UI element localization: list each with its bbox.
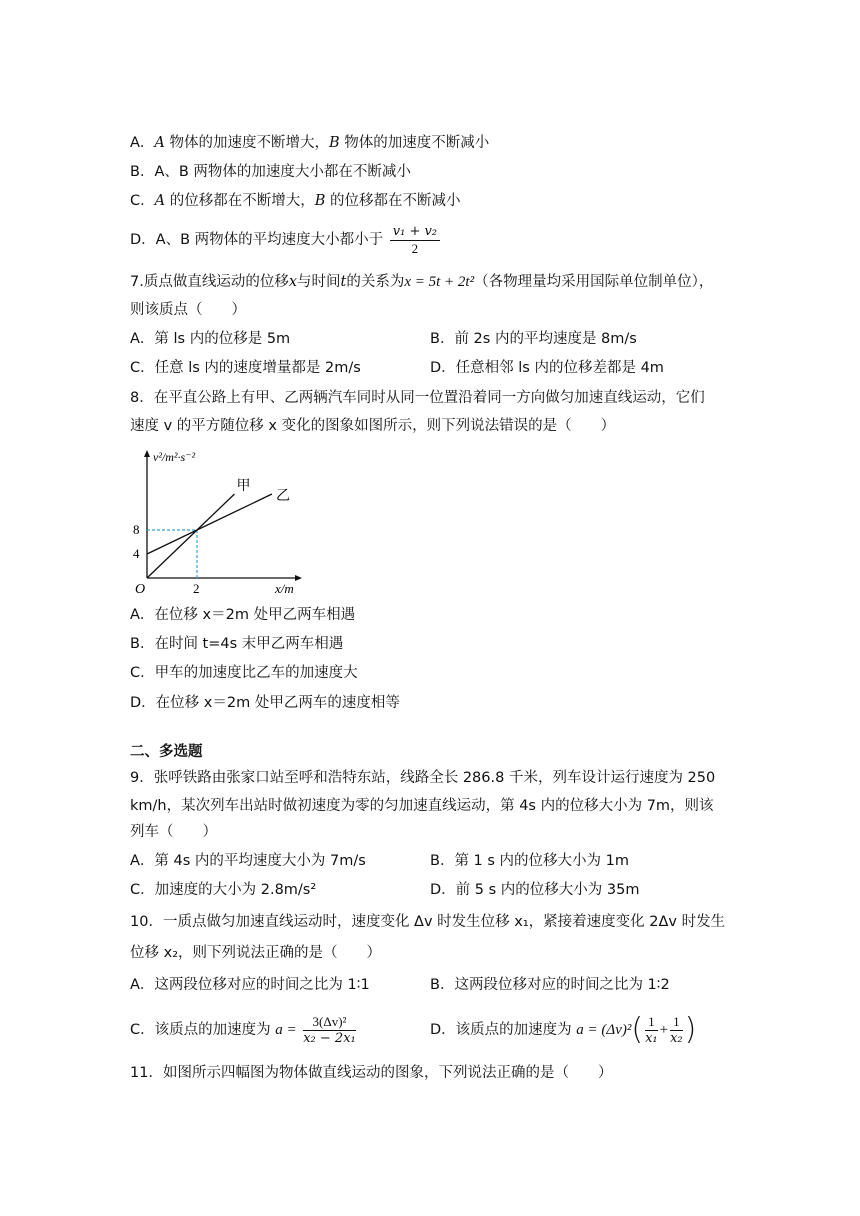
q10-option-c-fraction [303, 1014, 356, 1047]
q7-stem-part4: （各物理量均采用国际单位制单位）， [474, 274, 714, 290]
q9-stem-line3: 列车（ ） [130, 824, 217, 840]
x-axis-arrow [295, 575, 302, 581]
origin-label: O [135, 582, 146, 595]
q10-option-d-left-paren: ( [631, 1012, 644, 1047]
q7-stem-part3: 的关系为 [346, 274, 405, 290]
q10-option-d-right-paren: ) [684, 1012, 697, 1047]
q6-option-c-text1: 的位移都在不断增大， [165, 193, 315, 209]
q10-option-d-text: D．该质点的加速度为 [430, 1022, 572, 1038]
q6-option-c-var-a: A [154, 193, 166, 209]
section-title-multiple-choice: 二、多选题 [130, 744, 203, 760]
q8-chart [125, 445, 310, 595]
q6-option-a-prefix: A． [130, 135, 155, 151]
q7-option-d: D．任意相邻 ls 内的位移差都是 4m [430, 360, 664, 376]
q6-option-d-text: D．A、B 两物体的平均速度大小都小于 [130, 232, 384, 248]
q8-option-c: C．甲车的加速度比乙车的加速度大 [130, 665, 358, 681]
q7-option-a: A．第 ls 内的位移是 5m [130, 331, 291, 347]
q10-option-d-fraction-2-num: 1 [670, 1014, 683, 1031]
q9-option-b: B．第 1 s 内的位移大小为 1m [430, 853, 630, 869]
q8-option-d: D．在位移 x＝2m 处甲乙两车的速度相等 [130, 695, 400, 711]
q6-option-c [130, 191, 460, 211]
q7-option-c: C．任意 ls 内的速度增量都是 2m/s [130, 360, 361, 376]
series-label-yi: 乙 [276, 489, 290, 504]
q7-stem-line2: 则该质点（ ） [130, 302, 246, 318]
q10-option-c-lhs: a = [275, 1022, 297, 1038]
q7-option-b: B．前 2s 内的平均速度是 8m/s [430, 331, 637, 347]
q10-option-d-fraction-1-den: x₁ [645, 1030, 658, 1046]
q9-option-a: A．第 4s 内的平均速度大小为 7m/s [130, 853, 366, 869]
q6-option-a-text2: 物体的加速度不断减小 [339, 135, 490, 151]
x-tick-label: 2 [193, 581, 200, 595]
x-axis-label: x/m [275, 581, 294, 595]
y-axis-label: v²/m²·s⁻² [153, 450, 196, 464]
q10-option-c-text: C．该质点的加速度为 [130, 1022, 271, 1038]
q6-option-a-var-a: A [154, 135, 165, 151]
q10-stem-line2: 位移 x₂，则下列说法正确的是（ ） [130, 945, 382, 961]
q10-option-b: B．这两段位移对应的时间之比为 1∶2 [430, 977, 670, 993]
q6-option-d-denominator: 2 [411, 240, 419, 256]
q7-stem [130, 272, 713, 292]
y-axis-arrow [144, 450, 150, 457]
q7-var-t: t [340, 274, 347, 290]
q7-var-x: x [288, 274, 298, 290]
series-label-jia: 甲 [236, 479, 251, 494]
q7-stem-part1: 7.质点做直线运动的位移 [130, 274, 289, 290]
q6-option-a-var-b: B [329, 135, 340, 151]
q10-option-d-fraction-1-num: 1 [645, 1014, 658, 1031]
q6-option-a [130, 133, 489, 153]
q8-stem-line1: 8．在平直公路上有甲、乙两辆汽车同时从同一位置沿着同一方向做匀加速直线运动，它们 [130, 390, 705, 406]
series-line-jia [147, 494, 235, 578]
q6-option-c-var-b: B [314, 193, 326, 209]
q6-option-b: B．A、B 两物体的加速度大小都在不断减小 [130, 164, 411, 180]
y-tick-label: 8 [133, 522, 140, 537]
q10-option-c [130, 1010, 358, 1050]
q10-option-c-numerator: 3(Δv)² [303, 1014, 356, 1031]
q6-option-c-text2: 的位移都在不断减小 [325, 193, 461, 209]
q10-option-d-fraction-1 [645, 1014, 658, 1047]
q6-option-c-prefix: C． [130, 193, 155, 209]
q10-option-d [430, 1010, 696, 1050]
q7-stem-part2: 与时间 [297, 274, 341, 290]
q8-stem-line2: 速度 v 的平方随位移 x 变化的图象如图所示，则下列说法错误的是（ ） [130, 418, 616, 434]
q8-option-b: B．在时间 t=4s 末甲乙两车相遇 [130, 636, 344, 652]
q6-option-d [130, 222, 442, 258]
q10-option-d-lhs: a = (Δv)² [576, 1022, 632, 1038]
q9-option-d: D．前 5 s 内的位移大小为 35m [430, 882, 640, 898]
q10-stem-line1: 10．一质点做匀加速直线运动时，速度变化 Δv 时发生位移 x₁，紧接着速度变化 2Δv 时发生 [130, 914, 726, 930]
q9-stem-line1: 9．张呼铁路由张家口站至呼和浩特东站，线路全长 286.8 千米，列车设计运行速度为 250 [130, 770, 716, 786]
q7-formula: x = 5t + 2t² [404, 274, 475, 290]
q6-option-d-fraction [390, 224, 440, 257]
q8-option-a: A．在位移 x＝2m 处甲乙两车相遇 [130, 607, 356, 623]
q6-option-a-text1: 物体的加速度不断增大， [164, 135, 330, 151]
q9-stem-line2: km/h，某次列车出站时做初速度为零的匀加速直线运动，第 4s 内的位移大小为 7m，则该 [130, 798, 714, 814]
y-tick-label: 4 [133, 546, 140, 561]
series-line-yi [147, 494, 272, 554]
q6-option-d-numerator: v₁ + v₂ [390, 224, 440, 241]
q9-option-c: C．加速度的大小为 2.8m/s² [130, 882, 317, 898]
q10-option-c-denominator: x₂ − 2x₁ [303, 1030, 356, 1046]
q10-option-d-plus: + [659, 1022, 669, 1038]
q10-option-d-fraction-2 [670, 1014, 683, 1047]
q11-stem: 11．如图所示四幅图为物体做直线运动的图象，下列说法正确的是（ ） [130, 1065, 613, 1081]
q10-option-d-fraction-2-den: x₂ [670, 1030, 683, 1046]
q10-option-a: A．这两段位移对应的时间之比为 1∶1 [130, 977, 370, 993]
